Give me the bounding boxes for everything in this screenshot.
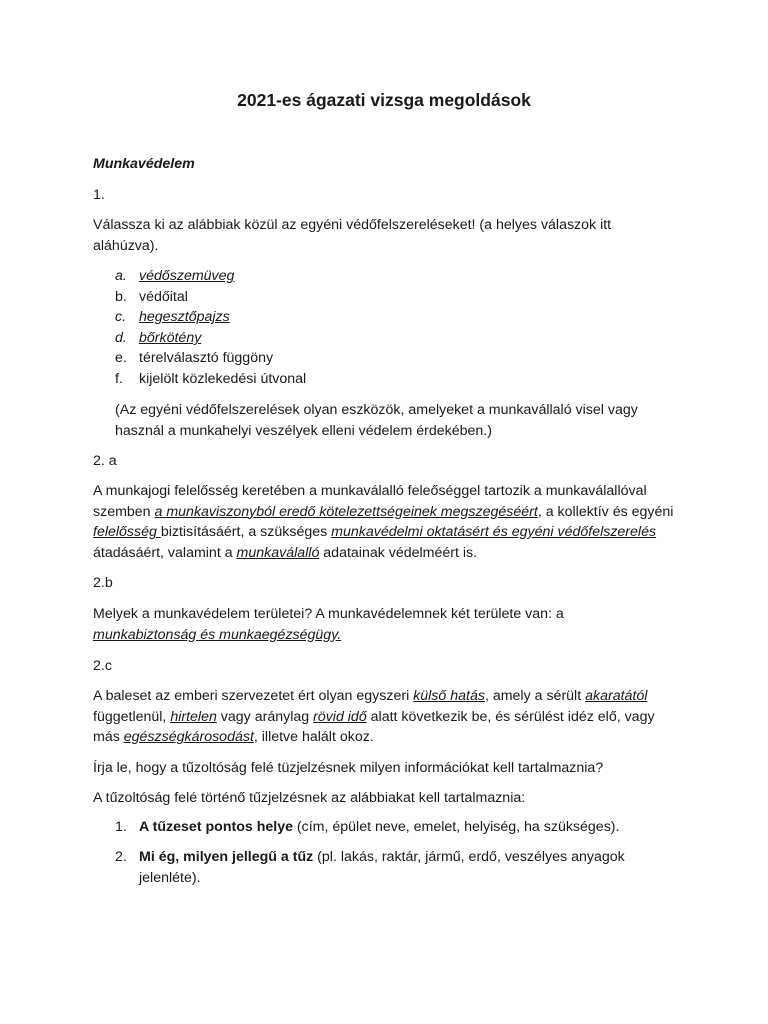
question-2c-answer: A baleset az emberi szervezetet ért olyan egyszeri külső hatás, amely a sérült akaratától függetlenül, hirtelen vagy aránylag rövid idő alatt következik be, és sérülést idéz elő, vagy más egészségkárosodást, illetve halált okoz. [93,688,655,745]
answer-blank: felelősség [93,524,161,540]
option-item [115,369,615,390]
option-marker: e. [115,350,127,366]
option-text: védőital [139,289,188,305]
option-item [115,328,615,349]
question-1-prompt: Válassza ki az alábbiak közül az egyéni védőfelszereléseket! (a helyes válaszok itt aláhúzva). [93,217,612,254]
fire-report-item [115,847,655,888]
answer-blank: a munkaviszonyból eredő kötelezettségeinek megszegéséért [154,503,538,520]
option-item [115,307,615,328]
question-3-intro: A tűzoltóság felé történő tűzjelzésnek az alábbiakat kell tartalmaznia: [93,790,526,806]
answer-blank: munkaválalló [236,544,320,561]
option-text: hegesztőpajzs [139,309,230,325]
question-2c-number: 2.c [93,658,112,674]
option-marker: d. [115,330,127,346]
option-text: térelválasztó függöny [139,350,274,366]
question-1-number: 1. [93,187,105,203]
answer-blank: rövid idő [313,708,367,725]
item-text: (cím, épület neve, emelet, helyiség, ha szükséges). [292,819,620,835]
question-1-note: (Az egyéni védőfelszerelések olyan eszközök, amelyeket a munkavállaló visel vagy használ a munkahelyi veszélyek elleni védelem érdekében.) [115,402,638,439]
option-marker: c. [115,309,127,325]
item-text: (pl. lakás, raktár, jármű, erdő, veszélyes anyagok jelenléte). [139,849,625,886]
answer-blank: akaratától [585,688,648,704]
question-2b-number: 2.b [93,575,113,591]
answer-blank: egészségkárosodást [123,729,254,745]
answer-blank: külső hatás [413,688,485,704]
question-3-prompt: Írja le, hogy a tűzoltóság felé tüzjelzésnek milyen információkat kell tartalmaznia? [93,760,604,776]
option-text: védőszemüveg [139,268,235,284]
document-title: 2021-es ágazati vizsga megoldások [237,90,531,110]
option-item [115,348,615,369]
answer-blank: munkavédelmi oktatásért és egyéni védőfelszerelés [331,524,657,540]
option-item [115,287,615,308]
option-marker: f. [115,371,123,387]
question-2b-answer: Melyek a munkavédelem területei? A munkavédelemnek két területe van: a munkabiztonság és munkaegézségügy. [93,606,564,643]
item-number: 2. [115,849,127,865]
option-marker: b. [115,289,127,305]
item-number: 1. [115,819,127,835]
answer-blank: hirtelen [170,708,217,725]
option-text: kijelölt közlekedési útvonal [139,371,307,387]
section-heading: Munkavédelem [93,156,195,172]
option-marker: a. [115,268,127,284]
question-2a-number: 2. a [93,453,117,469]
question-2a-answer: A munkajogi felelősség keretében a munkaválalló feleőséggel tartozik a munkaválallóval szemben a munkaviszonyból eredő kötelezettségeinek megszegéséért, a kollektív és egyéni felelősség biztisításáért, a szükséges munkavédelmi oktatásért és egyéni védőfelszerelés átadásáért, valamint a munkaválalló adatainak védelméért is. [93,483,674,561]
item-bold-text: A tűzeset pontos helye [139,819,293,835]
item-bold-text: Mi ég, milyen jellegű a tűz [139,849,314,865]
option-text: bőrkötény [139,330,202,346]
option-item [115,266,615,287]
answer-blank: munkabiztonság és munkaegézségügy. [93,626,342,643]
fire-report-item [115,817,675,838]
